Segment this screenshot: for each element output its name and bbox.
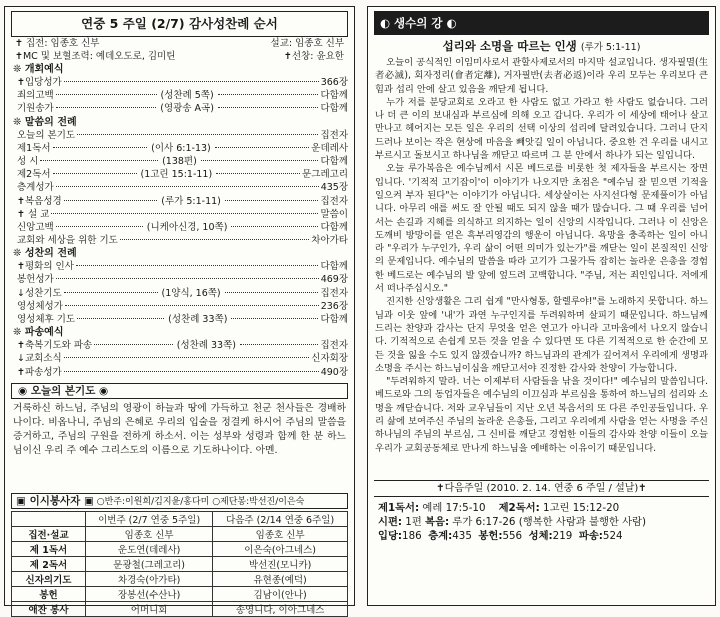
order-item-label: ↓교회소식 [17,353,62,365]
order-item [5,89,354,102]
order-item [5,339,354,352]
officiant-left: ✝ 집전: 임종호 신부 [15,38,100,49]
leader-dots [225,292,319,293]
volunteers-header-row [12,511,348,526]
order-item-label: 죄의고백 [17,90,54,102]
order-item-leader: 다함께 [320,261,348,273]
order-item-reference: (1고린 15:1-11) [140,169,213,181]
order-item [5,129,354,142]
table-row [12,601,348,616]
leader-dots [64,200,158,201]
order-item-reference: (138편) [162,155,197,167]
leader-dots [53,173,137,174]
table-row [12,526,348,541]
hymn-numbers [378,529,705,543]
order-item-leader: 운데레사 [311,142,349,154]
order-item-label: 기원송가 [17,103,54,115]
volunteers-header-cell: 이번주 (2/7 연중 5주일) [86,511,213,526]
order-item-leader: 집전자 [320,129,348,141]
officiant-left: ✝MC 및 보혈조력: 예데오도로, 김미틴 [15,51,176,62]
order-item [5,260,354,273]
order-item-leader: 다함께 [320,155,349,167]
order-item-label: ✝평화의 인사 [17,261,74,273]
sermon-title-text: 섭리와 소명을 따르는 인생 [442,39,577,53]
leader-dots [56,186,319,187]
hymn-label: 봉헌: [478,530,503,542]
order-item [5,195,354,208]
leader-dots [64,357,310,358]
assignee-cell: 유현종(예덕) [213,571,348,586]
order-item-reference: (루가 5:1-11) [161,195,221,207]
reading2-text: 1고린 15:12-20 [543,502,620,514]
hymn-label: 층계: [428,530,453,542]
order-item [5,352,354,365]
order-item-reference: (니케아신경, 10쪽) [146,221,228,233]
hymn-label: 성체: [528,530,553,542]
order-item-leader: 다함께 [320,221,349,233]
order-item-label: 제1독서 [17,142,51,154]
leader-dots [56,226,143,227]
leader-dots [53,147,148,148]
leader-dots [64,292,158,293]
order-item-reference: (성찬례 33쪽) [168,314,228,325]
leader-dots [65,305,319,306]
leader-dots [56,278,319,279]
order-item [5,76,354,89]
sermon-column-head: ◐ 생수의 강 ◐ [374,11,709,35]
order-item-label: 교회와 세상을 위한 기도 [17,235,118,247]
order-item-leader: 신자회장 [311,353,348,365]
sermon-title [368,38,715,55]
order-item-label: 신앙고백 [17,221,54,233]
order-item-leader: 366장 [320,77,348,88]
assignee-cell: 차경숙(아가타) [86,571,213,586]
order-item [5,366,354,379]
gospel-text: 루가 6:17-26 (행복한 사람과 불행한 사람) [452,516,647,528]
next-readings [378,501,705,543]
leader-dots [240,344,319,345]
sermon-text [375,56,708,474]
role-cell: 신자의기도 [12,571,86,586]
table-row [12,586,348,601]
officiants [5,37,354,63]
sermon-paragraph: 오늘 루가복음은 예수님께서 시몬 베드로를 비롯한 첫 제자들을 부르시는 장면입니다. '기적적 고기잡이'이 이야기가 나오지만 초점은 "예수님 잘 믿으면 기적을 일으켜 부자 된다"는 이야기가 아닙니다. 세상살이는 사지선다형 문제풀이가 아닙니다. 아무리 애를 써도 잘 안될 때도 되지 않을 때가 많습니다. 그 때 우리를 넘어서는 손길과 지혜를 의식하고 의지하는 일이 신앙의 시작입니다. 그러나 이 신앙은 도깨비 방망이를 얻은 흑부리영감의 행운이 아닙니다. 욕망을 충족하는 일이 아니라 "우리가 누구인가, 우리 삶이 어떤 의미가 있는가"를 깨닫는 일이 본질적인 신앙의 문제입니다. 예수님의 말씀을 따라 고기가 그물가득 잡히는 놀라운 은총을 경험한 베드로는 예수님의 발 앞에 엎드려 고백합니다. "주님, 저는 죄인입니다. 저에게서 떠나주십시오." [375,163,708,295]
order-item [5,168,354,181]
reading2-label: 제2독서: [498,502,540,514]
leader-dots [77,318,164,319]
leader-dots [225,200,319,201]
leader-dots [64,81,319,82]
collect-heading: ◉ 오늘의 본기도 ◉ [11,383,348,399]
leader-dots [94,344,173,345]
order-section-heading: ❊ 성찬의 전례 [13,248,77,260]
hymn-number: 524 [602,530,623,542]
volunteers-title: ▣ 이시봉사자 ▣ [16,494,94,507]
assignee-cell: 임종호 신부 [86,526,213,541]
order-item [5,155,354,168]
assignee-cell: 박선진(모니카) [213,556,348,571]
assignee-cell: 장봉선(수산나) [86,586,213,601]
table-row [12,571,348,586]
order-item-label: ✝축복기도와 파송 [17,340,93,352]
order-item [5,300,354,313]
officiant-right: 설교: 임종호 신부 [270,38,344,49]
table-row [12,556,348,571]
order-item [5,142,354,155]
order-item [5,208,354,221]
leader-dots [64,371,319,372]
order-item-leader: 집전자 [320,195,349,207]
order-item-leader: 236장 [320,300,348,312]
assignee-cell: 송영니다, 이아그네스 [213,601,348,616]
order-item-leader: 말씀이 [320,208,348,220]
order-item [5,273,354,286]
assignee-cell: 이은숙(아그네스) [213,541,348,556]
hymn-number: 556 [502,530,523,542]
order-item [5,181,354,194]
leader-dots [216,173,300,174]
reading1-label: 제1독서: [378,502,420,514]
role-cell: 집전∙설교 [12,526,86,541]
sermon-reference: (루가 5:1-11) [580,42,641,53]
role-cell: 제 1독서 [12,541,86,556]
leader-dots [120,239,309,240]
order-item-reference: (1양식, 16쪽) [161,287,221,299]
sermon-paragraph: 누가 저를 분당교회로 오라고 한 사람도 없고 가라고 한 사람도 없습니다. 그러나 더 큰 이의 보내심과 부르심에 의해 오고 갑니다. 우리가 이 세상에 태어나 살고 만나고 헤어지는 모든 일은 우리의 선택 이상의 섭리에 달려있습니다. 그러니 단지 드러나 보이는 작은 현상에 마음을 빼앗길 일이 아닙니다. 중요한 건 우리를 내시고 부르시고 돌보시고 하나님을 깨닫고 따르며 그 분 안에서 하나가 되는 일입니다. [375,96,708,162]
leader-dots [201,160,319,161]
assignee-cell: 김남이(안나) [213,586,348,601]
order-item-label: 성 시 [17,155,39,167]
role-cell: 제 2독서 [12,556,86,571]
leader-dots [218,107,319,108]
order-item-label: ↓성찬기도 [17,287,62,299]
service-order-title: 연중 5 주일 (2/7) 감사성찬례 순서 [11,11,348,37]
order-item-leader: 다함께 [320,314,349,325]
order-item-leader: 다함께 [320,103,349,115]
leader-dots [215,147,310,148]
order-item-label: 영성체후 기도 [17,314,76,325]
order-item-label: ✝파송성가 [17,366,62,378]
leader-dots [231,226,318,227]
order-item-label: ✝입당성가 [17,77,62,88]
hymn-number: 435 [452,530,472,542]
role-cell: 애찬 봉사 [12,601,86,616]
leader-dots [51,213,318,214]
order-item-label: 오늘의 본기도 [17,129,76,141]
volunteers-subtitle: ○반주:이원희/김지윤/홍다미 ○제단봉:박선진/이은숙 [96,496,305,507]
order-item-leader: 다함께 [320,90,348,102]
order-item-leader: 차아가타 [311,235,348,247]
order-item-reference: (성찬례 33쪽) [176,340,236,352]
hymn-number: 186 [402,530,422,542]
leader-dots [218,94,319,95]
sermon-paragraph: "두려워하지 말라. 너는 이제부터 사람들을 낚을 것이다!" 예수님의 말씀입니다. 베드로와 그의 동업자들은 예수님의 이끄심과 부르심을 통하여 하느님의 섭리와 소명을 깨닫습니다. 저와 교우님들이 지난 오년 복음서의 또 다른 주인공들입니다. 우리 삶에 보여주신 주님의 놀라운 은총들, 그리고 우리에게 사람을 얻는 사명을 주신 하나님의 주님의 부르심, 그 신비를 깨닫고 경험한 이들의 감사와 찬양 이들이 오늘 우리가 교회공동체로 만나게 하느님을 예배하는 이유이기 때문입니다. [375,376,708,454]
assignee-cell: 임종호 신부 [213,526,348,541]
order-item-reference: (성찬례 5쪽) [160,90,214,102]
leader-dots [231,318,318,319]
leader-dots [56,94,157,95]
order-item [5,102,354,115]
volunteers-header-cell [12,511,86,526]
left-page [4,6,355,616]
volunteers-table [11,511,348,617]
order-item [5,287,354,300]
sermon-paragraph: 진지한 신앙생활은 그리 쉽게 "만사형통, 할렐루야!"를 노래하지 못합니다. 하느님과 이웃 앞에 '내'가 과연 누구인지를 두려워하며 살피기 때문입니다. 하느님께 드리는 찬양과 감사는 단지 무엇을 얻은 연고가 아니라 고마움에서 나오지 않습니다. 기적적으로 손쉽게 모든 것을 얻을 수 있다면 또 다른 기적적으로 한 순간에 모든 것을 잃을 수도 있지 않겠습니까? 하느님과의 관계가 깊어져서 우리에게 생명과 소명을 주시는 하느님이심을 깨닫고서야 진정한 감사와 찬양이 가능합니다. [375,296,708,374]
order-item-label: 제2독서 [17,169,51,181]
role-cell: 봉헌 [12,586,86,601]
order-item-reference: (이사 6:1-13) [151,142,211,154]
order-item [5,221,354,234]
order-item-label: ✝ 설 교 [17,208,50,220]
order-item-leader: 집전자 [320,287,349,299]
assignee-cell: 어머니회 [86,601,213,616]
leader-dots [56,107,157,108]
order-section-heading: ❊ 개회예식 [13,64,64,75]
order-item-label: ✝복음성경 [17,195,62,207]
officiant-line [5,50,354,63]
next-sunday-line: ✝다음주일 (2010. 2. 14. 연중 6 주일 / 설날)✝ [374,480,709,497]
officiant-right: ✝선창: 윤요한 [283,51,344,62]
order-item [5,234,354,247]
order-section-heading: ❊ 파송예식 [13,327,64,339]
sermon-paragraph: 오늘이 공식적인 이임미사로서 관할사제로서의 마지막 설교입니다. 생자필멸(生者必滅), 회자정리(會者定離), 거자필반(去者必返)이라 우리 모두는 우리보다 큰 힘과 섭리 안에 살고 있음을 깨닫게 됩니다. [375,57,708,95]
order-item-leader: 문그레고리 [302,169,348,181]
reading1-text: 예레 17:5-10 [422,502,486,514]
order-item-label: 봉헌성가 [17,274,54,286]
table-row [12,541,348,556]
order-item-leader: 435장 [320,182,348,194]
order-item-leader: 집전자 [320,340,348,352]
volunteers-header-cell: 다음주 (2/14 연중 6주일) [213,511,348,526]
right-page [367,6,716,606]
order-item [5,313,354,326]
order-item-label: 영성체성가 [17,300,63,312]
order-item-label: 층계성가 [17,182,54,194]
psalm-text: 1편 [405,516,422,528]
order-item-reference: (영광송 A곡) [160,103,214,115]
leader-dots [76,265,319,266]
leader-dots [40,160,158,161]
hymn-number: 219 [552,530,573,542]
order-item-leader: 490장 [320,366,348,378]
gospel-label: 복음: [425,516,450,528]
leader-dots [77,134,318,135]
assignee-cell: 운도연(데레사) [86,541,213,556]
assignee-cell: 문광철(그레고리) [86,556,213,571]
volunteers-heading [11,493,348,509]
officiant-line [5,37,354,50]
order-item-leader: 469장 [320,274,348,286]
hymn-label: 입당: [378,530,403,542]
hymn-label: 파송: [578,530,603,542]
order-section-heading: ❊ 말씀의 전례 [13,116,77,128]
service-order-list [5,63,354,379]
psalm-label: 시편: [378,516,403,528]
collect-text: 거룩하신 하느님, 주님의 영광이 하늘과 땅에 가득하고 천군 천사들은 경배하나이다. 비옵나니, 주님의 은혜로 우리의 입술을 정결케 하시어 주님의 말씀을 증거하고, 주님의 구원을 전하게 하소서. 이는 성부와 성령과 함께 한 분 하느님이신 우리 주 예수 그리스도의 이름으로 기도하나이다. 아멘. [13,402,346,457]
